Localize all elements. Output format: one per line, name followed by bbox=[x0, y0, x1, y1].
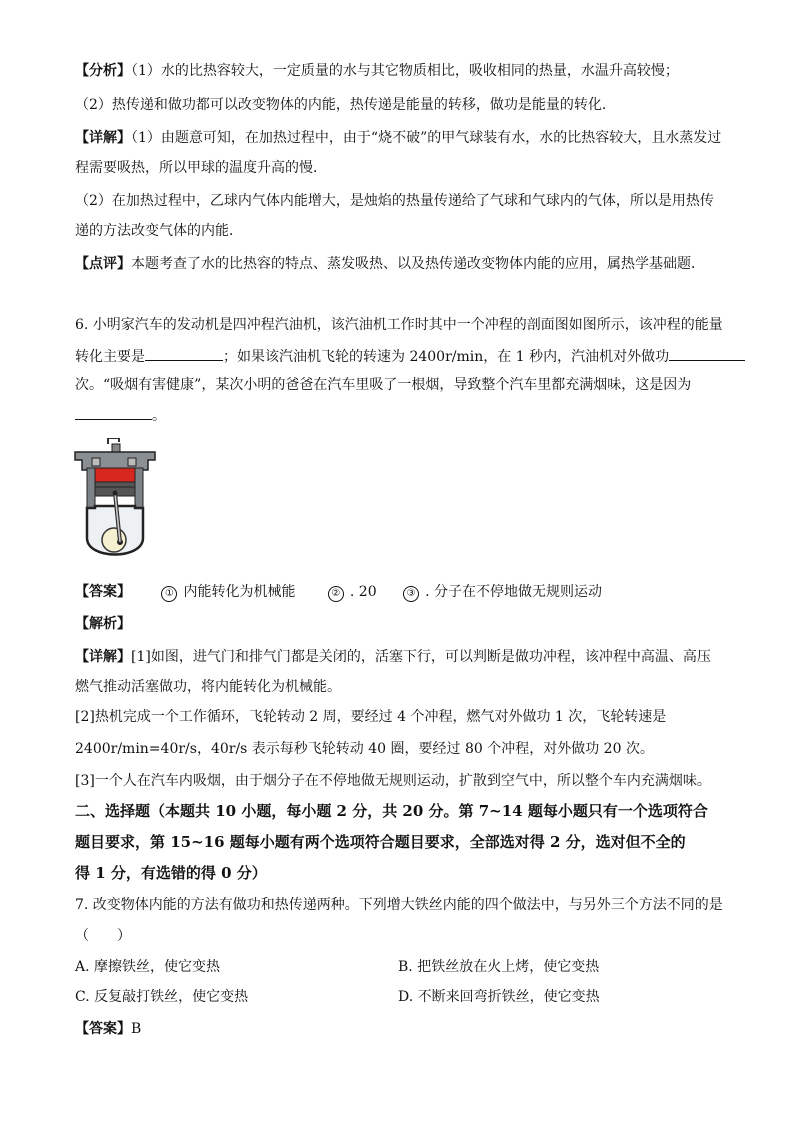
q6-answer-line bbox=[75, 583, 602, 602]
q6-detail-line-4: 2400r/min=40r/s，40r/s 表示每秒飞轮转动 40 圈，要经过 80 个冲程，对外做功 20 次。 bbox=[75, 741, 654, 757]
intake-valve bbox=[92, 458, 100, 466]
answer-item-1: ① 内能转化为机械能 bbox=[161, 583, 295, 602]
answer-blank-3 bbox=[75, 405, 152, 420]
answer-tag: 【答案】 bbox=[75, 1021, 131, 1037]
analysis-line-1: 【分析】（1）水的比热容较大，一定质量的水与其它物质相比，吸收相同的热量，水温升高较慢； bbox=[75, 63, 679, 79]
jiexi-tag: 【解析】 bbox=[75, 616, 131, 632]
section2-heading-line-2: 题目要求，第 15~16 题每小题有两个选项符合题目要求，全部选对得 2 分，选对但不全的 bbox=[75, 833, 686, 851]
detail-line-2: 程需要吸热，所以甲球的温度升高的慢． bbox=[75, 160, 327, 176]
section2-heading-line-3: 得 1 分，有选错的得 0 分） bbox=[75, 864, 267, 882]
exhaust-valve bbox=[128, 458, 136, 466]
cylinder-wall-right bbox=[135, 468, 143, 508]
detail-line-1: 【详解】（1）由题意可知，在加热过程中，由于“烧不破”的甲气球装有水，水的比热容较大，且水蒸发过 bbox=[75, 130, 722, 146]
q7-options-row-2 bbox=[75, 988, 715, 1006]
detail-tag: 【详解】 bbox=[75, 649, 131, 665]
q6-detail-line-5: [3]一个人在汽车内吸烟，由于烟分子在不停地做无规则运动，扩散到空气中，所以整个车内充满烟味。 bbox=[75, 773, 711, 789]
section2-heading-line-1: 二、选择题（本题共 10 小题，每小题 2 分，共 20 分。第 7~14 题每小题只有一个选项符合 bbox=[75, 802, 708, 820]
q7-paren: （ ） bbox=[75, 928, 131, 944]
answer-blank-1 bbox=[145, 346, 223, 361]
detail-line-3: （2）在加热过程中，乙球内气体内能增大，是烛焰的热量传递给了气球和气球内的气体，所以是用热传 bbox=[75, 193, 714, 209]
q6-detail-line-2: 燃气推动活塞做功，将内能转化为机械能。 bbox=[75, 679, 341, 695]
answer-blank-2 bbox=[669, 346, 745, 361]
comment-tag: 【点评】 bbox=[75, 256, 131, 272]
circled-number-3: ③ bbox=[403, 586, 419, 602]
detail-tag: 【详解】 bbox=[75, 130, 131, 146]
q7-options-row-1 bbox=[75, 958, 715, 976]
spark-plug-wire bbox=[108, 438, 119, 444]
q6-stem-line-3: 次。“吸烟有害健康”，某次小明的爸爸在汽车里吸了一根烟，导致整个汽车里都充满烟味，这是因为 bbox=[75, 377, 692, 393]
comment-line: 【点评】本题考查了水的比热容的特点、蒸发吸热、以及热传递改变物体内能的应用，属热学基础题． bbox=[75, 256, 705, 272]
q6-detail-line-1: 【详解】[1]如图，进气门和排气门都是关闭的，活塞下行，可以判断是做功冲程，该冲程中高温、高压 bbox=[75, 649, 711, 665]
option-c: C. 反复敲打铁丝，使它变热 bbox=[75, 989, 249, 1005]
q6-stem-line-2: 转化主要是 ；如果该汽油机飞轮的转速为 2400r/min，在 1 秒内，汽油机对外做功 bbox=[75, 346, 745, 366]
q7-answer-line bbox=[75, 1020, 141, 1038]
engine-cross-section-diagram bbox=[70, 438, 160, 566]
circled-number-1: ① bbox=[161, 586, 177, 602]
detail-line-4: 递的方法改变气体的内能． bbox=[75, 223, 243, 239]
analysis-tag: 【分析】 bbox=[75, 63, 131, 79]
flywheel bbox=[102, 528, 126, 552]
answer-tag: 【答案】 bbox=[75, 584, 131, 600]
answer-item-2: ② . 20 bbox=[328, 583, 377, 602]
circled-number-2: ② bbox=[328, 586, 344, 602]
option-a: A. 摩擦铁丝，使它变热 bbox=[75, 959, 221, 975]
q6-stem-line-4: 。 bbox=[75, 405, 166, 425]
combustion-gas bbox=[95, 468, 135, 482]
piston-pin bbox=[113, 491, 118, 496]
q7-answer: B bbox=[131, 1021, 142, 1037]
answer-item-3: ③ . 分子在不停地做无规则运动 bbox=[403, 583, 602, 602]
cylinder-head bbox=[75, 452, 155, 470]
q7-stem: 7. 改变物体内能的方法有做功和热传递两种。下列增大铁丝内能的四个做法中，与另外三个方法不同的是 bbox=[75, 897, 723, 913]
option-b: B. 把铁丝放在火上烤，使它变热 bbox=[398, 959, 600, 975]
q6-detail-line-3: [2]热机完成一个工作循环，飞轮转动 2 周，要经过 4 个冲程，燃气对外做功 1 次，飞轮转速是 bbox=[75, 709, 667, 725]
option-d: D. 不断来回弯折铁丝，使它变热 bbox=[398, 989, 600, 1005]
q6-stem-line-1: 6. 小明家汽车的发动机是四冲程汽油机，该汽油机工作时其中一个冲程的剖面图如图所示，该冲程的能量 bbox=[75, 317, 723, 333]
cylinder-wall-left bbox=[87, 468, 95, 508]
analysis-line-2: （2）热传递和做功都可以改变物体的内能，热传递是能量的转移，做功是能量的转化． bbox=[75, 97, 616, 113]
